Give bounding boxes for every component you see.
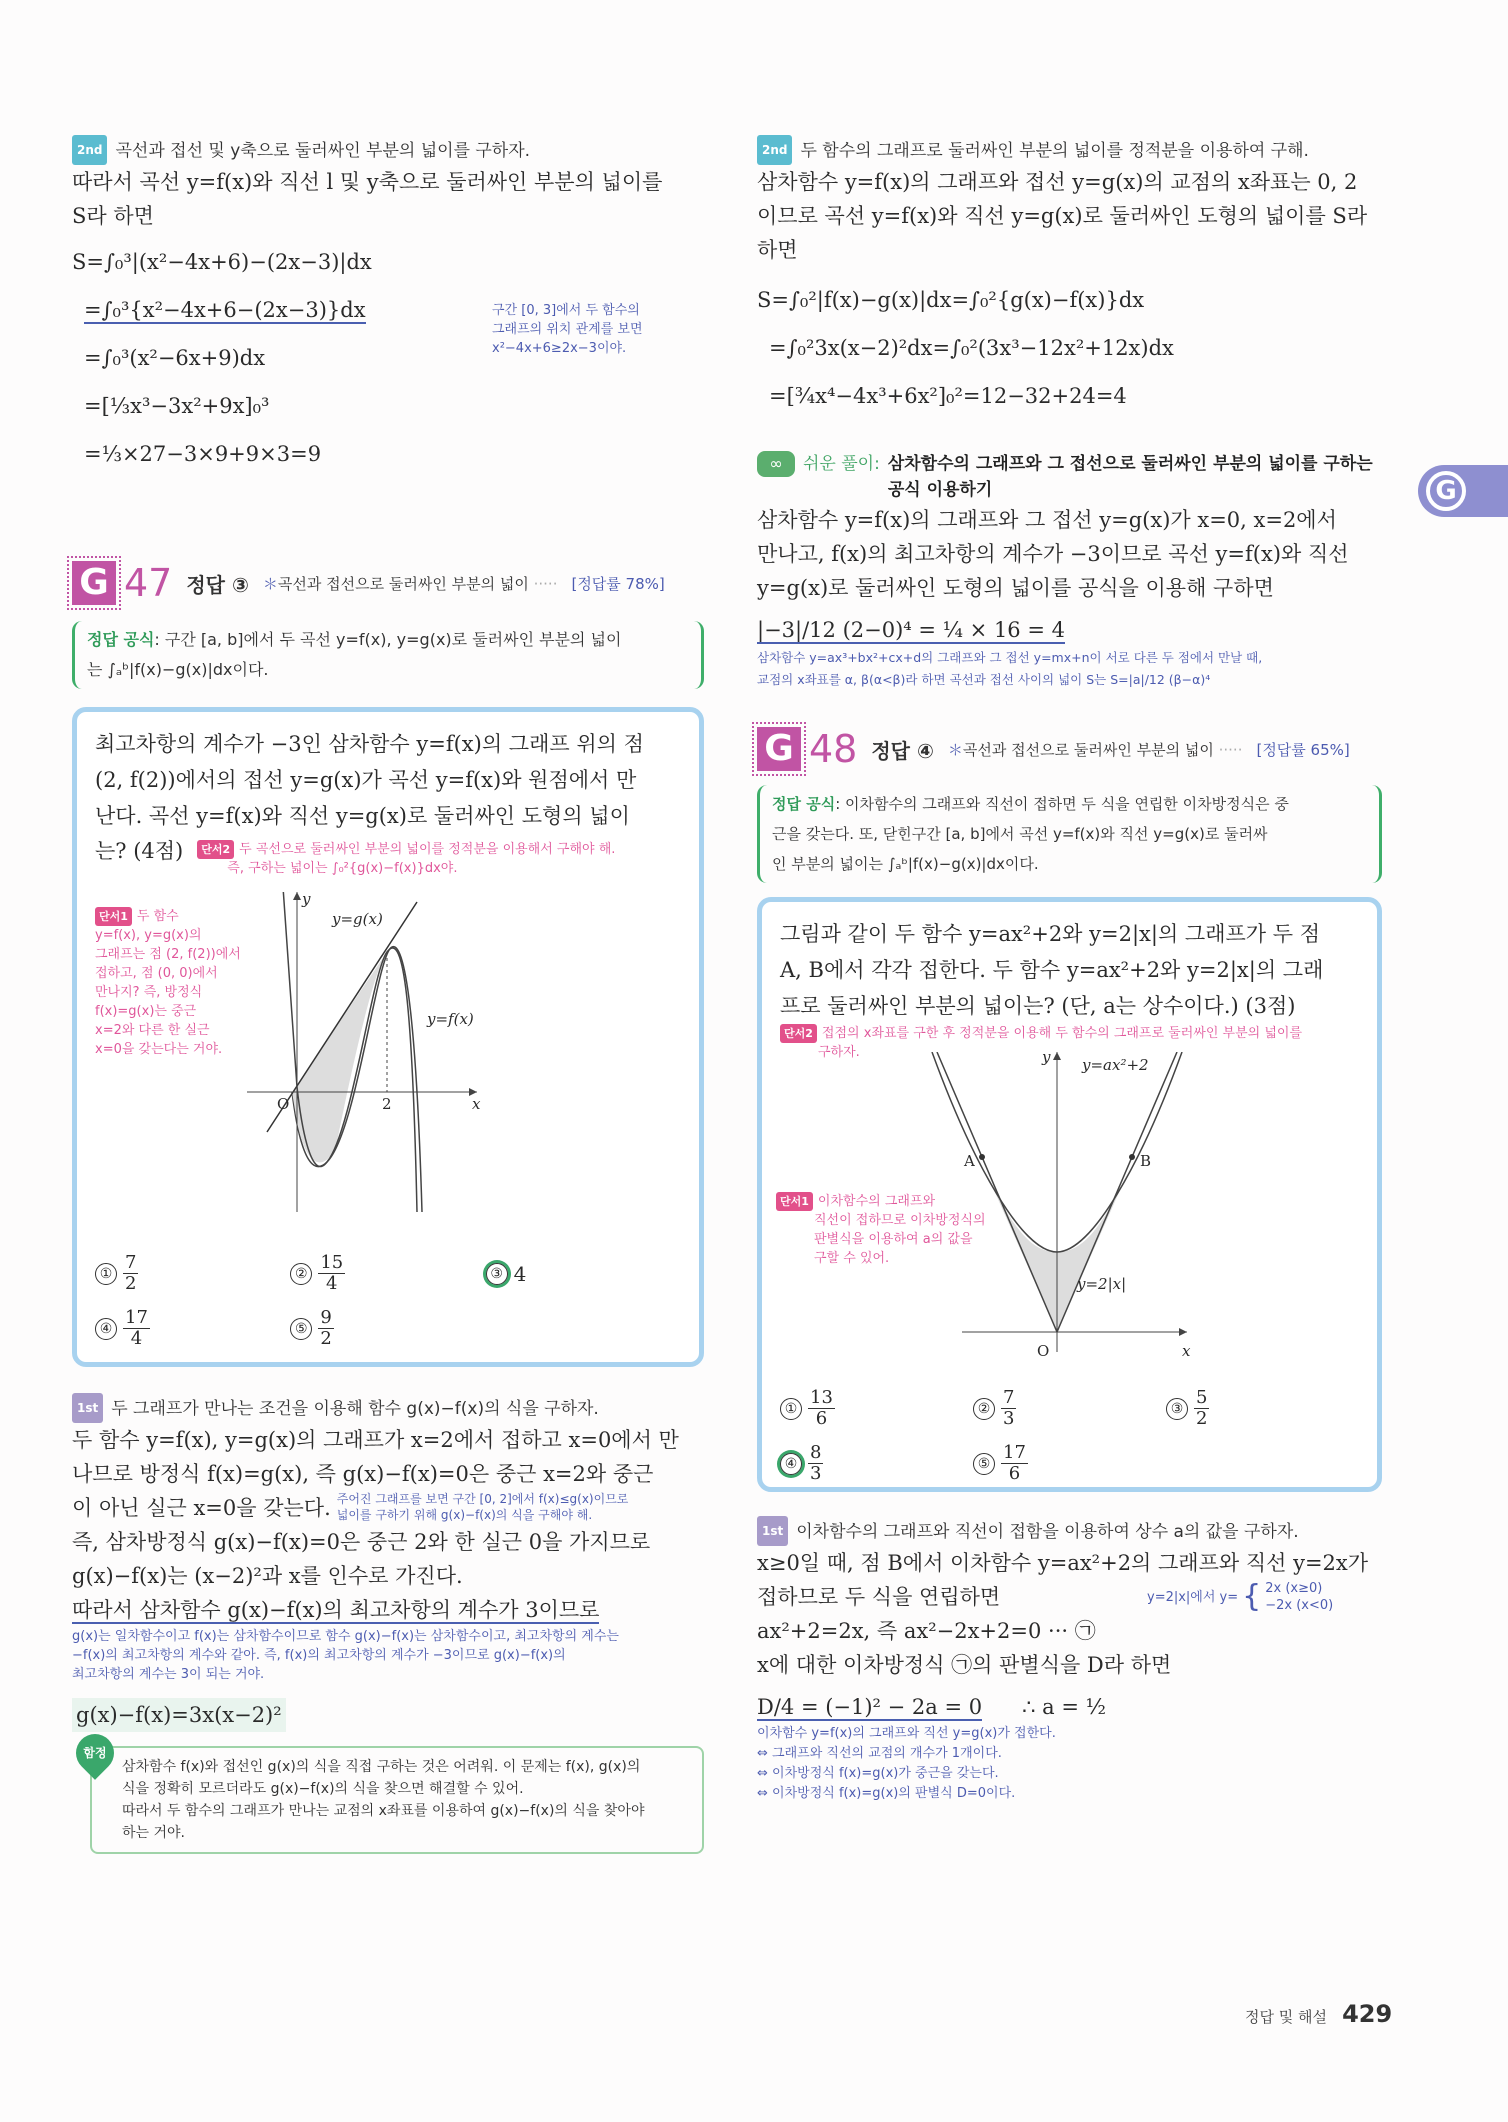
text-line: 즉, 삼차방정식 g(x)−f(x)=0은 중근 2와 한 실근 0을 가지므로 (72, 1530, 651, 1554)
trap-icon: 함정 (68, 1726, 122, 1780)
choice-4[interactable]: ④ $\frac{17}{4}$ (95, 1308, 290, 1349)
text-line: 하면 (757, 238, 798, 262)
step-2nd-prev (72, 135, 704, 471)
topic: ＊곡선과 접선으로 둘러싸인 부분의 넓이 ····· (947, 740, 1243, 759)
formula-note: 삼차함수 y=ax³+bx²+cx+d의 그래프와 그 접선 y=mx+n이 서로 다른 두 점에서 만날 때, 교점의 x좌표를 α, β(α<β)라 하면 곡선과 접선 사이의 넓이 S는 S=|a|/12 (β−α)⁴ (757, 650, 1263, 687)
easy-solution (757, 451, 1382, 691)
chapter-tab[interactable] (1418, 465, 1508, 517)
answer-label: 정답 ③ (186, 572, 249, 597)
step-heading: 이차함수의 그래프와 직선이 접함을 이용하여 상수 a의 값을 구하자. (796, 1522, 1299, 1542)
correct-rate: [정답률 78%] (571, 574, 665, 593)
left-column (72, 135, 704, 1854)
chapter-g-icon: G (1426, 471, 1466, 511)
text-line: 접하므로 두 식을 연립하면 (757, 1585, 1001, 1609)
graph-parabola-abs (912, 1048, 1212, 1360)
g-badge: G (757, 727, 801, 771)
block-note: g(x)는 일차함수이고 f(x)는 삼차함수이므로 함수 g(x)−f(x)는 삼차함수이고, 최고차항의 계수는 −f(x)의 최고차항의 계수와 같아. 즉, f(x)의 최고차항의 계수가 −3이므로 g(x)−f(x)의 최고차항의 계수는 3이 되는 거야. (72, 1629, 619, 1682)
result-equation: g(x)−f(x)=3x(x−2)² (72, 1698, 286, 1732)
choice-3-selected[interactable]: ③ 4 (486, 1253, 681, 1294)
step-heading: 두 그래프가 만나는 조건을 이용해 함수 g(x)−f(x)의 식을 구하자. (111, 1399, 599, 1419)
conclusion: ∴ a = ½ (1022, 1695, 1106, 1719)
equation: S=∫₀³|(x²−4x+6)−(2x−3)|dx (72, 250, 372, 274)
text-line: 따라서 곡선 y=f(x)와 직선 l 및 y축으로 둘러싸인 부분의 넓이를 (72, 170, 663, 194)
step-1st-47 (72, 1393, 704, 1854)
label-x: x (1182, 1342, 1191, 1360)
step-heading: 곡선과 접선 및 y축으로 둘러싸인 부분의 넓이를 구하자. (115, 141, 531, 161)
formula-box: 정답 공식: 이차함수의 그래프와 직선이 접하면 두 식을 연립한 이차방정식은 중 근을 갖는다. 또, 닫힌구간 [a, b]에서 곡선 y=f(x)와 직선 y=g(x)로 둘러싸 인 부분의 넓이는 ∫ₐᵇ|f(x)−g(x)|dx이다. (757, 785, 1382, 883)
label-origin: O (1037, 1342, 1050, 1360)
equation: S=∫₀²|f(x)−g(x)|dx=∫₀²{g(x)−f(x)}dx (757, 288, 1145, 312)
choice-2[interactable]: ② $\frac{15}{4}$ (290, 1253, 485, 1294)
problem-47-header (72, 561, 704, 605)
text-line: 나므로 방정식 f(x)=g(x), 즉 g(x)−f(x)=0은 중근 x=2와 중근 (72, 1462, 654, 1486)
inline-note: 주어진 그래프를 보면 구간 [0, 2]에서 f(x)≤g(x)이므로 넓이를 구하기 위해 g(x)−f(x)의 식을 구해야 해. (336, 1492, 629, 1522)
label-y: y (302, 890, 311, 908)
question-line: 난다. 곡선 y=f(x)와 직선 y=g(x)로 둘러싸인 도형의 넓이 (95, 804, 630, 828)
discriminant-equation: D/4 = (−1)² − 2a = 0 (757, 1695, 983, 1719)
label-parabola: y=ax²+2 (1082, 1056, 1149, 1074)
easy-title: 삼차함수의 그래프와 그 접선으로 둘러싸인 부분의 넓이를 구하는 (887, 454, 1373, 474)
label-origin: O (277, 1095, 290, 1113)
step-badge: 2nd (757, 135, 792, 165)
choice-4-selected[interactable]: ④ $\frac{8}{3}$ (780, 1443, 973, 1484)
note-line: 구간 [0, 3]에서 두 함수의 (492, 303, 640, 318)
step-1st-48 (757, 1516, 1382, 1804)
label-abs: y=2|x| (1077, 1275, 1127, 1293)
answer-label: 정답 ④ (871, 738, 934, 763)
topic: ＊곡선과 접선으로 둘러싸인 부분의 넓이 ····· (262, 574, 558, 593)
equation: |−3|/12 (2−0)⁴ = ¼ × 16 = 4 (757, 618, 1065, 642)
choices-48 (780, 1388, 1359, 1484)
hint-2: 단서2 접점의 x좌표를 구한 후 정적분을 이용해 두 함수의 그래프로 둘러싸인 부분의 넓이를 구하자. (780, 1024, 1359, 1062)
step-badge: 1st (72, 1393, 103, 1423)
piecewise-note: y=2|x|에서 y= { 2x (x≥0) −2x (x<0) (1147, 1579, 1334, 1614)
parabola-abs-plot (912, 1052, 1212, 1352)
text-line: g(x)−f(x)는 (x−2)²과 x를 인수로 가진다. (72, 1564, 463, 1588)
step-heading: 두 함수의 그래프로 둘러싸인 부분의 넓이를 정적분을 이용하여 구해. (800, 141, 1309, 161)
step-badge: 1st (757, 1516, 788, 1546)
label-g: y=g(x) (332, 910, 383, 928)
hint-2: 단서2 두 곡선으로 둘러싸인 부분의 넓이를 정적분을 이용해서 구해야 해. 즉, 구하는 넓이는 ∫₀²{g(x)−f(x)}dx야. (197, 840, 615, 878)
page-footer (1245, 2000, 1392, 2028)
text-line: x≥0일 때, 점 B에서 이차함수 y=ax²+2의 그래프와 직선 y=2x가 (757, 1551, 1369, 1575)
tangent-note: 이차함수 y=f(x)의 그래프와 직선 y=g(x)가 접한다. ⇔ 그래프와 직선의 교점의 개수가 1개이다. ⇔ 이차방정식 f(x)=g(x)가 중근을 갖는다. ⇔ 이차방정식 f(x)=g(x)의 판별식 D=0이다. (757, 1726, 1056, 1801)
text-line: 만나고, f(x)의 최고차항의 계수가 −3이므로 곡선 y=f(x)와 직선 (757, 542, 1349, 566)
equation: =∫₀³(x²−6x+9)dx (84, 346, 266, 370)
text-line: 두 함수 y=f(x), y=g(x)의 그래프가 x=2에서 접하고 x=0에서 만 (72, 1428, 679, 1452)
note-line: x²−4x+6≥2x−3이야. (492, 341, 627, 356)
equation: =[⅓x³−3x²+9x]₀³ (84, 394, 270, 418)
hint-1: 단서1 이차함수의 그래프와 직선이 접하므로 이차방정식의 판별식을 이용하여 a의 값을 구할 수 있어. (776, 1192, 1016, 1268)
side-note (492, 301, 643, 358)
note-line: 그래프의 위치 관계를 보면 (492, 322, 643, 337)
point-b: B (1140, 1152, 1152, 1170)
text-line: ax²+2=2x, 즉 ax²−2x+2=0 ··· ㉠ (757, 1619, 1096, 1643)
binoculars-icon: ∞ (757, 451, 795, 477)
question-line: 프로 둘러싸인 부분의 넓이는? (단, a는 상수이다.) (3점) (780, 994, 1296, 1018)
graph-cubic-tangent (247, 892, 567, 1212)
text-line: S라 하면 (72, 204, 154, 228)
question-line: A, B에서 각각 접한다. 두 함수 y=ax²+2와 y=2|x|의 그래 (780, 958, 1324, 982)
point-a: A (964, 1152, 975, 1170)
choice-3[interactable]: ③ $\frac{5}{2}$ (1166, 1388, 1359, 1429)
page-number: 429 (1342, 2000, 1393, 2028)
right-column (757, 135, 1382, 1804)
label-x: x (472, 1095, 481, 1113)
choices-47 (95, 1253, 681, 1349)
step-badge: 2nd (72, 135, 107, 165)
text-line: x에 대한 이차방정식 ㉠의 판별식을 D라 하면 (757, 1653, 1172, 1677)
choice-5[interactable]: ⑤ $\frac{17}{6}$ (973, 1443, 1166, 1484)
text-line: 삼차함수 y=f(x)의 그래프와 그 접선 y=g(x)가 x=0, x=2에서 (757, 508, 1337, 532)
choice-2[interactable]: ② $\frac{7}{3}$ (973, 1388, 1166, 1429)
text-line: 이 아닌 실근 x=0을 갖는다. (72, 1496, 331, 1520)
problem-number: 48 (809, 727, 858, 771)
correct-rate: [정답률 65%] (1256, 740, 1350, 759)
text-line: 삼차함수 y=f(x)의 그래프와 접선 y=g(x)의 교점의 x좌표는 0, 2 (757, 170, 1358, 194)
easy-label: 쉬운 풀이: (803, 454, 880, 474)
question-line: 는? (4점) (95, 839, 184, 863)
choice-1[interactable]: ① $\frac{7}{2}$ (95, 1253, 290, 1294)
problem-48-header (757, 727, 1382, 771)
problem-48-box (757, 897, 1382, 1492)
footer-label: 정답 및 해설 (1245, 2008, 1327, 2026)
trap-note: 함정 삼차함수 f(x)와 접선인 g(x)의 식을 직접 구하는 것은 어려워. 이 문제는 f(x), g(x)의 식을 정확히 모르더라도 g(x)−f(x)의 식을 찾으면 해결할 수 있어. 따라서 두 함수의 그래프가 만나는 교점의 x좌표를 이용하여 g(x)−f(x)의 식을 찾아야 하는 거야. (90, 1746, 704, 1854)
question-line: (2, f(2))에서의 접선 y=g(x)가 곡선 y=f(x)와 원점에서 만 (95, 768, 637, 792)
choice-1[interactable]: ① $\frac{13}{6}$ (780, 1388, 973, 1429)
problem-number: 47 (124, 561, 173, 605)
label-y: y (1042, 1048, 1051, 1066)
question-line: 그림과 같이 두 함수 y=ax²+2와 y=2|x|의 그래프가 두 점 (780, 922, 1320, 946)
text-line: 이므로 곡선 y=f(x)와 직선 y=g(x)로 둘러싸인 도형의 넓이를 S라 (757, 204, 1368, 228)
cubic-tangent-plot (247, 892, 567, 1212)
problem-47-box (72, 707, 704, 1367)
choice-5[interactable]: ⑤ $\frac{9}{2}$ (290, 1308, 485, 1349)
text-line: 따라서 삼차함수 g(x)−f(x)의 최고차항의 계수가 3이므로 (72, 1598, 600, 1622)
formula-box: 정답 공식: 구간 [a, b]에서 두 곡선 y=f(x), y=g(x)로 둘러싸인 부분의 넓이 는 ∫ₐᵇ|f(x)−g(x)|dx이다. (72, 621, 704, 689)
equation: =⅓×27−3×9+9×3=9 (84, 442, 322, 466)
label-f: y=f(x) (427, 1010, 474, 1028)
easy-title: 공식 이용하기 (887, 480, 993, 500)
g-badge: G (72, 561, 116, 605)
equation: =∫₀³{x²−4x+6−(2x−3)}dx (84, 298, 366, 322)
question-line: 최고차항의 계수가 −3인 삼차함수 y=f(x)의 그래프 위의 점 (95, 732, 644, 756)
equation: =[¾x⁴−4x³+6x²]₀²=12−32+24=4 (769, 384, 1127, 408)
label-tick-2: 2 (382, 1095, 392, 1113)
equation: =∫₀²3x(x−2)²dx=∫₀²(3x³−12x²+12x)dx (769, 336, 1174, 360)
hint-1: 단서1 두 함수 y=f(x), y=g(x)의 그래프는 점 (2, f(2))에서 접하고, 점 (0, 0)에서 만나지? 즉, 방정식 f(x)=g(x)는 중근 x=2와 다른 한 실근 x=0을 갖는다는 거야. (95, 909, 241, 1057)
text-line: y=g(x)로 둘러싸인 도형의 넓이를 공식을 이용해 구하면 (757, 576, 1274, 600)
step-2nd-47 (757, 135, 1382, 413)
